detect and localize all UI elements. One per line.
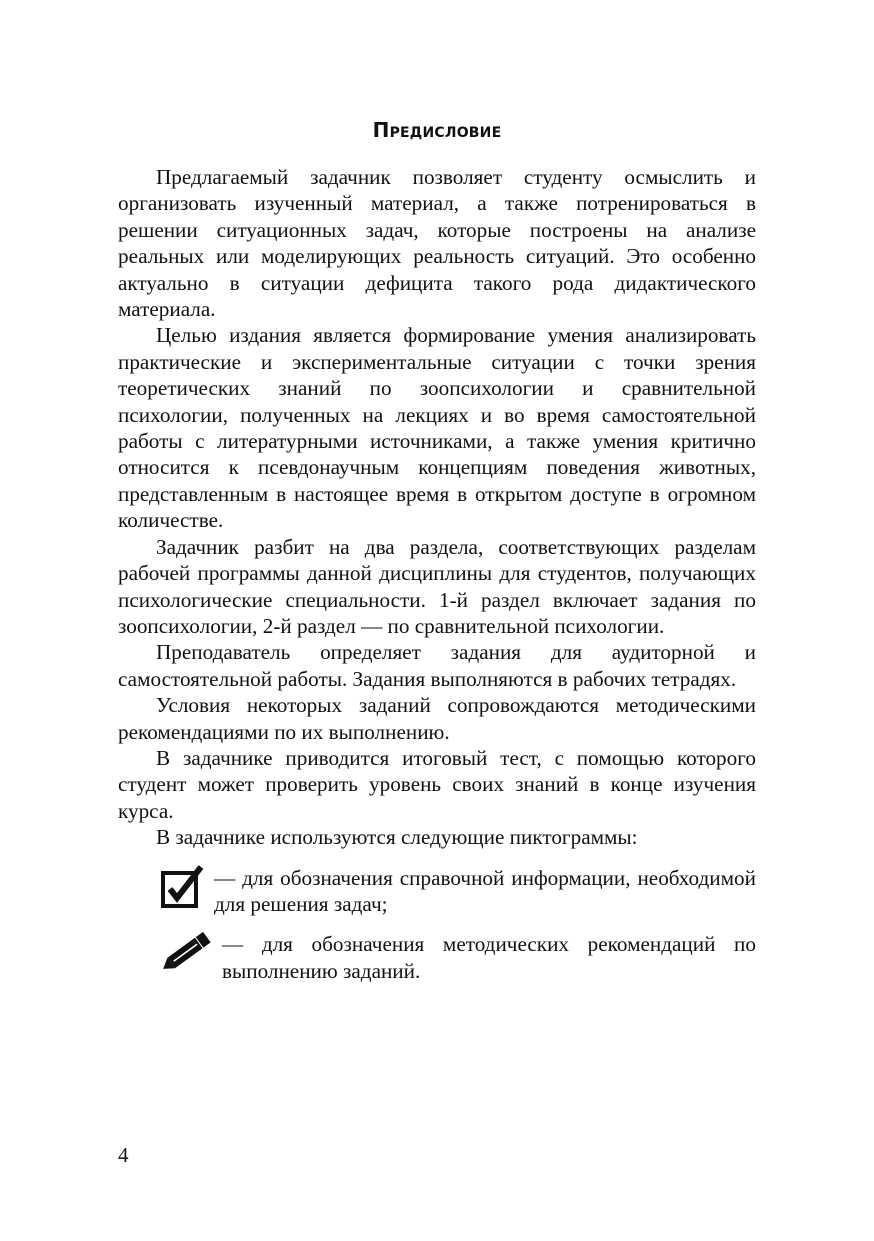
page-title: Предисловие — [372, 118, 502, 142]
paragraph-1: Предлагаемый задачник позволяет студенту осмыслить и организовать изученный материал, а также потренироваться в решении ситуационных задач, которые построены на анализе реальных или моделирующих реальность ситуаций. Это особенно актуально в ситуации дефицита такого рода дидактического материала. — [118, 165, 756, 322]
paragraph-5: Условия некоторых заданий сопровождаются методическими рекомендациями по их выполнению. — [118, 693, 756, 744]
paragraph-4: Преподаватель определяет задания для аудиторной и самостоятельной работы. Задания выполняются в рабочих тетрадях. — [118, 640, 756, 691]
paragraph-3: Задачник разбит на два раздела, соответствующих разделам рабочей программы данной дисциплины для студентов, получающих психологические специальности. 1-й раздел включает задания по зоопсихологии, 2-й раздел — по сравнительной психологии. — [118, 534, 756, 638]
pictogram-reference-text: — для обозначения справочной информации, необходимой для решения задач; — [214, 865, 756, 916]
paragraph-2: Целью издания является формирование умения анализировать практические и экспериментальные ситуации с точки зрения теоретических знаний по зоопсихологии и сравнительной психологии, полученных на лекциях и во время самостоятельной работы с литературными источниками, а также умения критично относится к псевдонаучным концепциям поведения животных, представленным в настоящее время в открытом доступе в огромном количестве. — [118, 323, 756, 533]
pictogram-method-text: — для обозначения методических рекомендаций по выполнению заданий. — [222, 932, 756, 983]
pictogram-method-row — [118, 931, 756, 984]
page-content — [118, 118, 756, 984]
preface-body — [118, 164, 756, 984]
paragraph-6: В задачнике приводится итоговый тест, с помощью которого студент может проверить уровень своих знаний в конце изучения курса. — [118, 745, 756, 823]
paragraph-7: В задачнике используются следующие пиктограммы: — [156, 825, 638, 850]
pencil-icon — [154, 931, 216, 975]
pictogram-reference-row — [118, 865, 756, 918]
page-number: 4 — [118, 1143, 129, 1167]
checkbox-icon — [160, 865, 204, 909]
